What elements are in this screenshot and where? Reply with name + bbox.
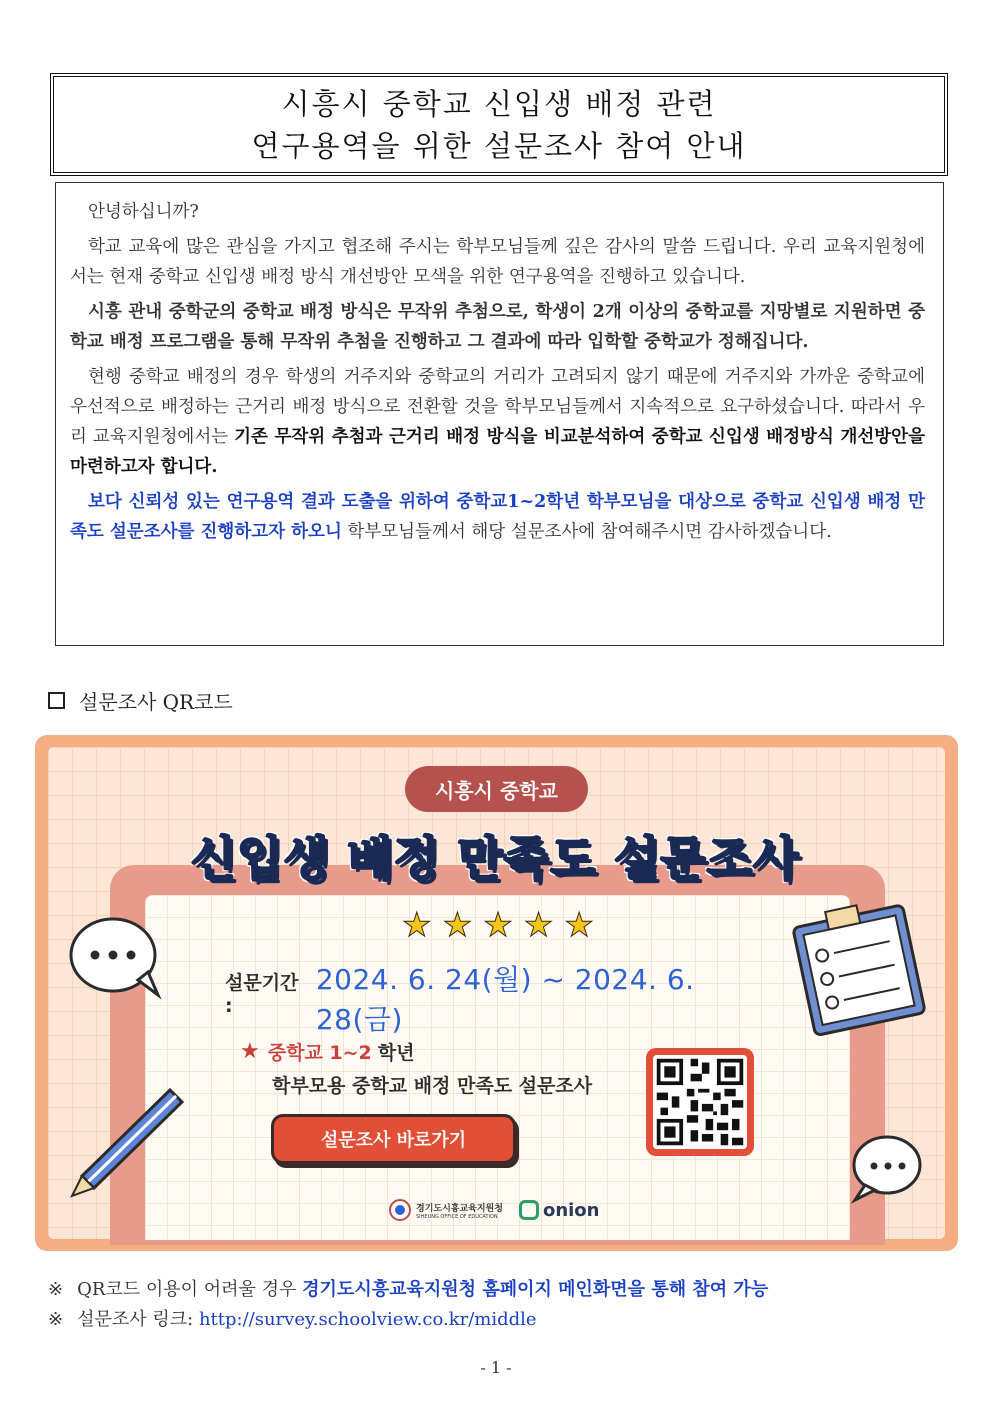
note-1-plain: QR코드 이용이 어려울 경우 bbox=[77, 1279, 303, 1300]
note-1 bbox=[48, 1275, 768, 1305]
onion-logo-icon bbox=[519, 1200, 539, 1220]
rating-stars bbox=[402, 905, 594, 944]
note-1-bold: 경기도시흥교육지원청 홈페이지 메인화면을 통해 참여 가능 bbox=[302, 1279, 769, 1300]
note-mark: ※ bbox=[48, 1309, 64, 1330]
star-icon: ★ bbox=[523, 905, 554, 944]
edu-office-emblem-icon bbox=[389, 1199, 411, 1221]
qr-code-icon bbox=[653, 1055, 747, 1149]
p3-bold: 기존 무작위 추첨과 근거리 배정 방식을 비교분석하여 중학교 신입생 배정방식 개선방안을 마련하고자 합니다. bbox=[70, 427, 925, 477]
star-icon: ★ bbox=[402, 905, 432, 944]
survey-link[interactable]: http://survey.schoolview.co.kr/middle bbox=[198, 1309, 537, 1330]
p4-blue: 보다 신뢰성 있는 연구용역 결과 도출을 위하여 중학교1~2학년 학부모님을 대상으로 중학교 신입생 배정 만족도 설문조사를 진행하고자 하오니 bbox=[70, 492, 925, 542]
edu-office-logo-subtext: SIHEUNG OFFICE OF EDUCATION bbox=[416, 1213, 498, 1220]
p4-plain: 학부모님들께서 해당 설문조사에 참여해주시면 감사하겠습니다. bbox=[341, 522, 832, 542]
period-label: 설문기간 : bbox=[225, 972, 299, 1017]
target-grade: 중학교 1~2 bbox=[267, 1042, 372, 1064]
survey-name: 학부모용 중학교 배정 만족도 설문조사 bbox=[272, 1075, 593, 1097]
period-value: 2024. 6. 24(월) ~ 2024. 6. 28(금) bbox=[315, 963, 695, 1036]
survey-period bbox=[225, 958, 765, 1038]
qr-heading-text: 설문조사 QR코드 bbox=[79, 690, 233, 714]
onion-logo bbox=[519, 1200, 600, 1221]
note-mark: ※ bbox=[48, 1279, 64, 1300]
speech-bubble-icon bbox=[854, 1137, 920, 1200]
notes bbox=[48, 1275, 768, 1335]
onion-logo-text: onion bbox=[542, 1199, 600, 1221]
clipboard-checklist-icon bbox=[791, 896, 925, 1036]
intro-paragraph-2: 시흥 관내 중학군의 중학교 배정 방식은 무작위 추첨으로, 학생이 2개 이상의 중학교를 지망별로 지원하면 중학교 배정 프로그램을 통해 무작위 추첨을 진행하고 그 결과에 따라 입학할 중학교가 정해집니다. bbox=[70, 302, 925, 352]
intro-paragraph-1: 학교 교육에 많은 관심을 가지고 협조해 주시는 학부모님들께 깊은 감사의 말씀 드립니다. 우리 교육지원청에서는 현재 중학교 신입생 배정 방식 개선방안 모색을 위한 연구용역을 진행하고 있습니다. bbox=[70, 237, 925, 287]
p3-plain: 현행 중학교 배정의 경우 학생의 거주지와 중학교의 거리가 고려되지 않기 때문에 거주지와 가까운 중학교에 우선적으로 배정하는 근거리 배정 방식으로 전환할 것을 학부모님들께서 지속적으로 요구하셨습니다. 따라서 우리 교육지원청에서는 bbox=[70, 367, 925, 447]
star-icon: ★ bbox=[564, 905, 594, 944]
target-grade-suffix: 학년 bbox=[377, 1042, 415, 1064]
banner-pill: 시흥시 중학교 bbox=[405, 766, 588, 812]
title-line-1: 시흥시 중학교 신입생 배정 관련 bbox=[281, 86, 717, 121]
note-2-plain: 설문조사 링크: bbox=[77, 1309, 199, 1330]
target-line bbox=[240, 1038, 415, 1065]
edu-office-logo bbox=[389, 1199, 503, 1221]
title-line-2: 연구용역을 위한 설문조사 참여 안내 bbox=[251, 128, 747, 163]
banner-logos bbox=[389, 1199, 599, 1221]
page-number: - 1 - bbox=[480, 1358, 512, 1377]
note-2 bbox=[48, 1305, 768, 1335]
star-bullet-icon: ★ bbox=[240, 1039, 260, 1064]
speech-bubble-icon bbox=[71, 919, 158, 995]
greeting: 안녕하십니까? bbox=[88, 202, 199, 222]
go-to-survey-button[interactable]: 설문조사 바로가기 bbox=[271, 1114, 516, 1164]
pencil-icon bbox=[72, 1090, 182, 1196]
star-icon: ★ bbox=[442, 905, 473, 944]
banner-title: 신입생 배정 만족도 설문조사 bbox=[190, 832, 800, 887]
star-icon: ★ bbox=[483, 905, 513, 944]
edu-office-logo-text: 경기도시흥교육지원청 bbox=[416, 1203, 503, 1214]
qr-code-frame[interactable] bbox=[646, 1048, 754, 1156]
